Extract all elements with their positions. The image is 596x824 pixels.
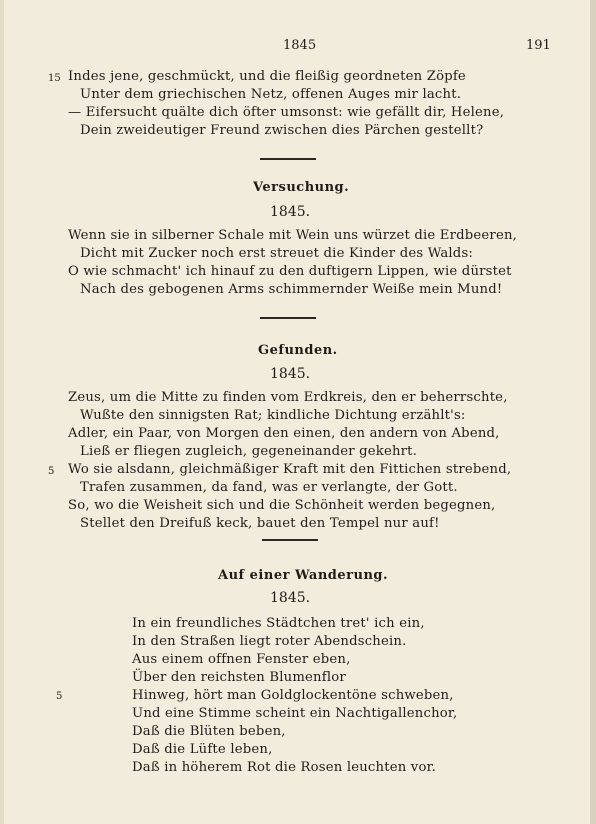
page-spine-shadow <box>590 0 596 824</box>
section-divider <box>260 317 316 319</box>
poem-line: Daß die Blüten beben, <box>132 724 286 739</box>
poem-line: Indes jene, geschmückt, und die fleißig geordneten Zöpfe <box>68 69 466 84</box>
poem-line: Wenn sie in silberner Schale mit Wein uns würzet die Erdbeeren, <box>68 228 518 243</box>
poem-line: Adler, ein Paar, von Morgen den einen, den andern von Abend, <box>68 426 500 441</box>
poem-line: Hinweg, hört man Goldglockentöne schweben, <box>132 688 454 703</box>
poem-title: Gefunden. <box>258 343 338 358</box>
poem-line: Unter dem griechischen Netz, offenen Auges mir lacht. <box>80 87 462 102</box>
poem-title: Versuchung. <box>253 180 350 195</box>
section-divider <box>262 539 318 541</box>
poem-line: Dicht mit Zucker noch erst streuet die Kinder des Walds: <box>80 246 474 261</box>
poem-line: — Eifersucht quälte dich öfter umsonst: wie gefällt dir, Helene, <box>68 105 505 120</box>
line-number: 5 <box>56 691 63 702</box>
poem-line: O wie schmacht' ich hinauf zu den duftigern Lippen, wie dürstet <box>68 264 512 279</box>
poem-line: Zeus, um die Mitte zu finden vom Erdkreis, den er beherrschte, <box>68 390 508 405</box>
poem-line: Über den reichsten Blumenflor <box>132 670 346 685</box>
poem-line: Nach des gebogenen Arms schimmernder Weiße mein Mund! <box>80 282 503 297</box>
poem-line: So, wo die Weisheit sich und die Schönheit werden begegnen, <box>68 498 496 513</box>
poem-title: Auf einer Wanderung. <box>218 568 389 583</box>
poem-year: 1845. <box>270 204 311 220</box>
page-edge <box>0 0 4 824</box>
poem-line: Wußte den sinnigsten Rat; kindliche Dichtung erzählt's: <box>80 408 466 423</box>
poem-line: Dein zweideutiger Freund zwischen dies Pärchen gestellt? <box>80 123 484 138</box>
running-head-year: 1845 <box>283 38 317 53</box>
poem-line: In den Straßen liegt roter Abendschein. <box>132 634 407 649</box>
poem-line: Aus einem offnen Fenster eben, <box>132 652 351 667</box>
poem-year: 1845. <box>270 590 311 606</box>
poem-year: 1845. <box>270 366 311 382</box>
section-divider <box>260 158 316 160</box>
poem-line: Und eine Stimme scheint ein Nachtigallenchor, <box>132 706 458 721</box>
poem-line: Trafen zusammen, da fand, was er verlangte, der Gott. <box>80 480 458 495</box>
poem-line: Daß die Lüfte leben, <box>132 742 273 757</box>
poem-line: Stellet den Dreifuß keck, bauet den Tempel nur auf! <box>80 516 440 531</box>
page-number: 191 <box>526 38 551 53</box>
line-number: 15 <box>48 73 61 84</box>
poem-line: Daß in höherem Rot die Rosen leuchten vor. <box>132 760 437 775</box>
poem-line: Ließ er fliegen zugleich, gegeneinander gekehrt. <box>80 444 418 459</box>
poem-line: Wo sie alsdann, gleichmäßiger Kraft mit den Fittichen strebend, <box>68 462 512 477</box>
poem-line: In ein freundliches Städtchen tret' ich ein, <box>132 616 425 631</box>
line-number: 5 <box>48 466 55 477</box>
